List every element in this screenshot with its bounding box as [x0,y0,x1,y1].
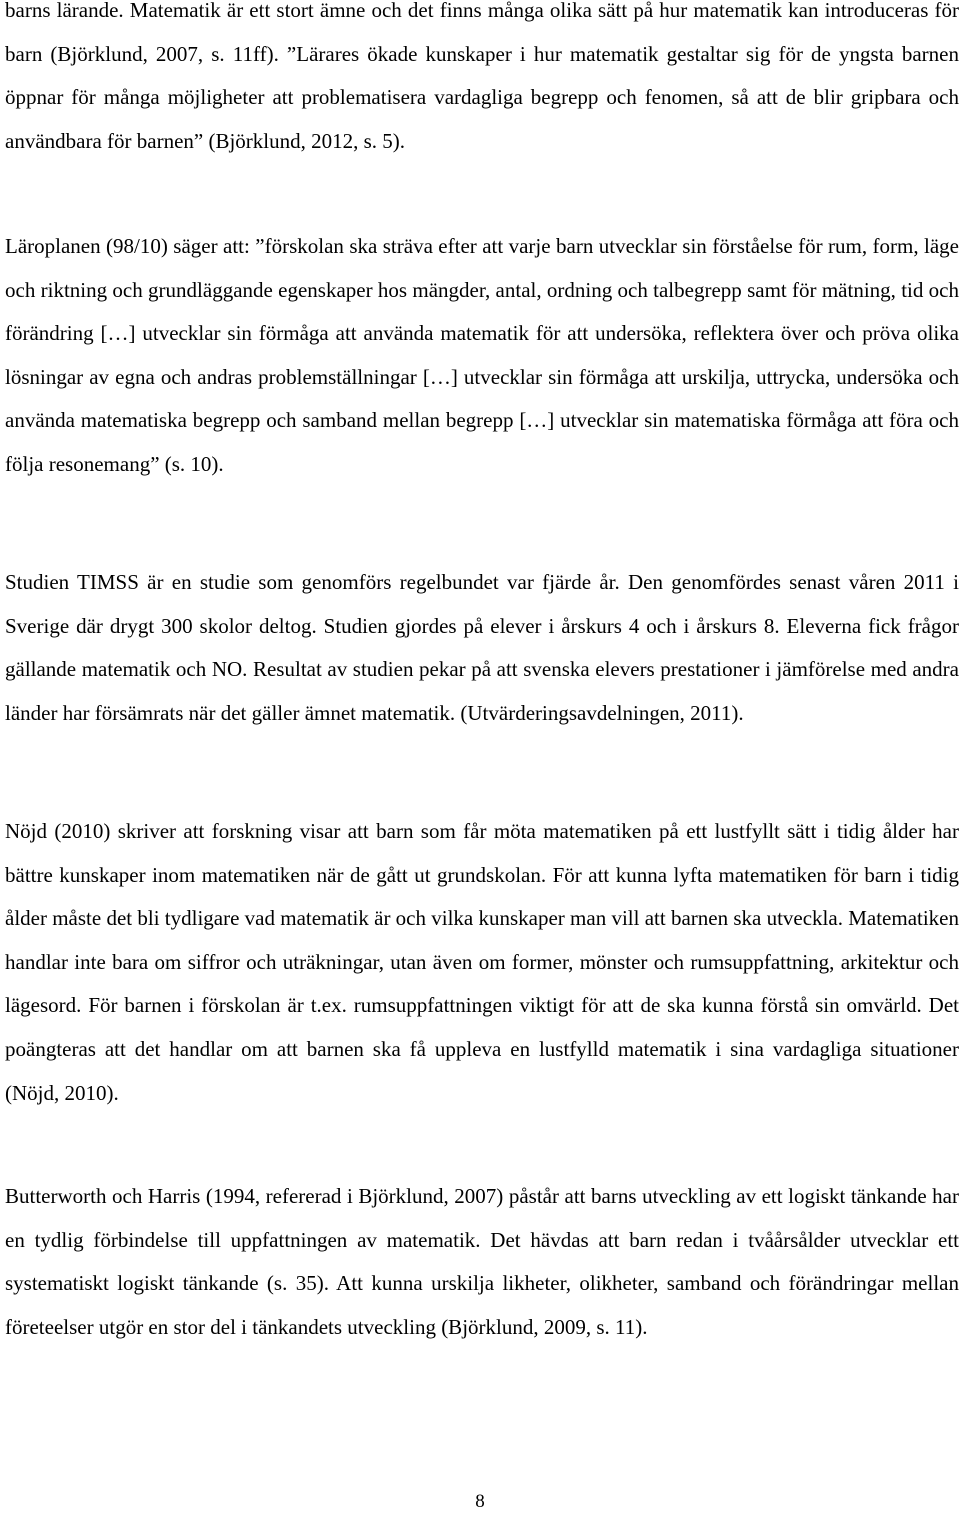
paragraph-intro: barns lärande. Matematik är ett stort ämne och det finns många olika sätt på hur matematik kan introduceras för barn (Björklund, 2007, s. 11ff). ”Lärares ökade kunskaper i hur matematik gestaltar sig för de yngsta barnen öppnar för många möjligheter att problematisera vardagliga begrepp och fenomen, så att de blir gripbara och användbara för barnen” (Björklund, 2012, s. 5). [5,0,959,153]
page-number: 8 [475,1491,485,1512]
paragraph-butterworth: Butterworth och Harris (1994, refererad i Björklund, 2007) påstår att barns utveckling av ett logiskt tänkande har en tydlig förbindelse till uppfattningen av matematik. Det hävdas att barn redan i tvåårsålder utvecklar ett systematiskt logiskt tänkande (s. 35). Att kunna urskilja likheter, olikheter, samband och förändringar mellan företeelser utgör en stor del i tänkandets utveckling (Björklund, 2009, s. 11). [5,1184,959,1339]
paragraph-laroplanen: Läroplanen (98/10) säger att: ”förskolan ska sträva efter att varje barn utvecklar sin förståelse för rum, form, läge och riktning och grundläggande egenskaper hos mängder, antal, ordning och talbegrepp samt för mätning, tid och förändring […] utvecklar sin förmåga att använda matematik för att undersöka, reflektera över och pröva olika lösningar av egna och andras problemställningar […] utvecklar sin förmåga att urskilja, uttrycka, undersöka och använda matematiska begrepp och samband mellan begrepp […] utvecklar sin matematiska förmåga att föra och följa resonemang” (s. 10). [5,234,959,476]
paragraph-timss: Studien TIMSS är en studie som genomförs regelbundet var fjärde år. Den genomfördes senast våren 2011 i Sverige där drygt 300 skolor deltog. Studien gjordes på elever i årskurs 4 och i årskurs 8. Eleverna fick frågor gällande matematik och NO. Resultat av studien pekar på att svenska elevers prestationer i jämförelse med andra länder har försämrats när det gäller ämnet matematik. (Utvärderingsavdelningen, 2011). [5,570,959,725]
paragraph-nojd: Nöjd (2010) skriver att forskning visar att barn som får möta matematiken på ett lustfyllt sätt i tidig ålder har bättre kunskaper inom matematiken när de gått ut grundskolan. För att kunna lyfta matematiken för barn i tidig ålder måste det bli tydligare vad matematik är och vilka kunskaper man vill att barnen ska utveckla. Matematiken handlar inte bara om siffror och uträkningar, utan även om former, mönster och rumsuppfattning, arkitektur och lägesord. För barnen i förskolan är t.ex. rumsuppfattningen viktigt för att de ska kunna förstå sin omvärld. Det poängteras att det handlar om att barnen ska få uppleva en lustfylld matematik i sina vardagliga situationer (Nöjd, 2010). [5,819,960,1105]
